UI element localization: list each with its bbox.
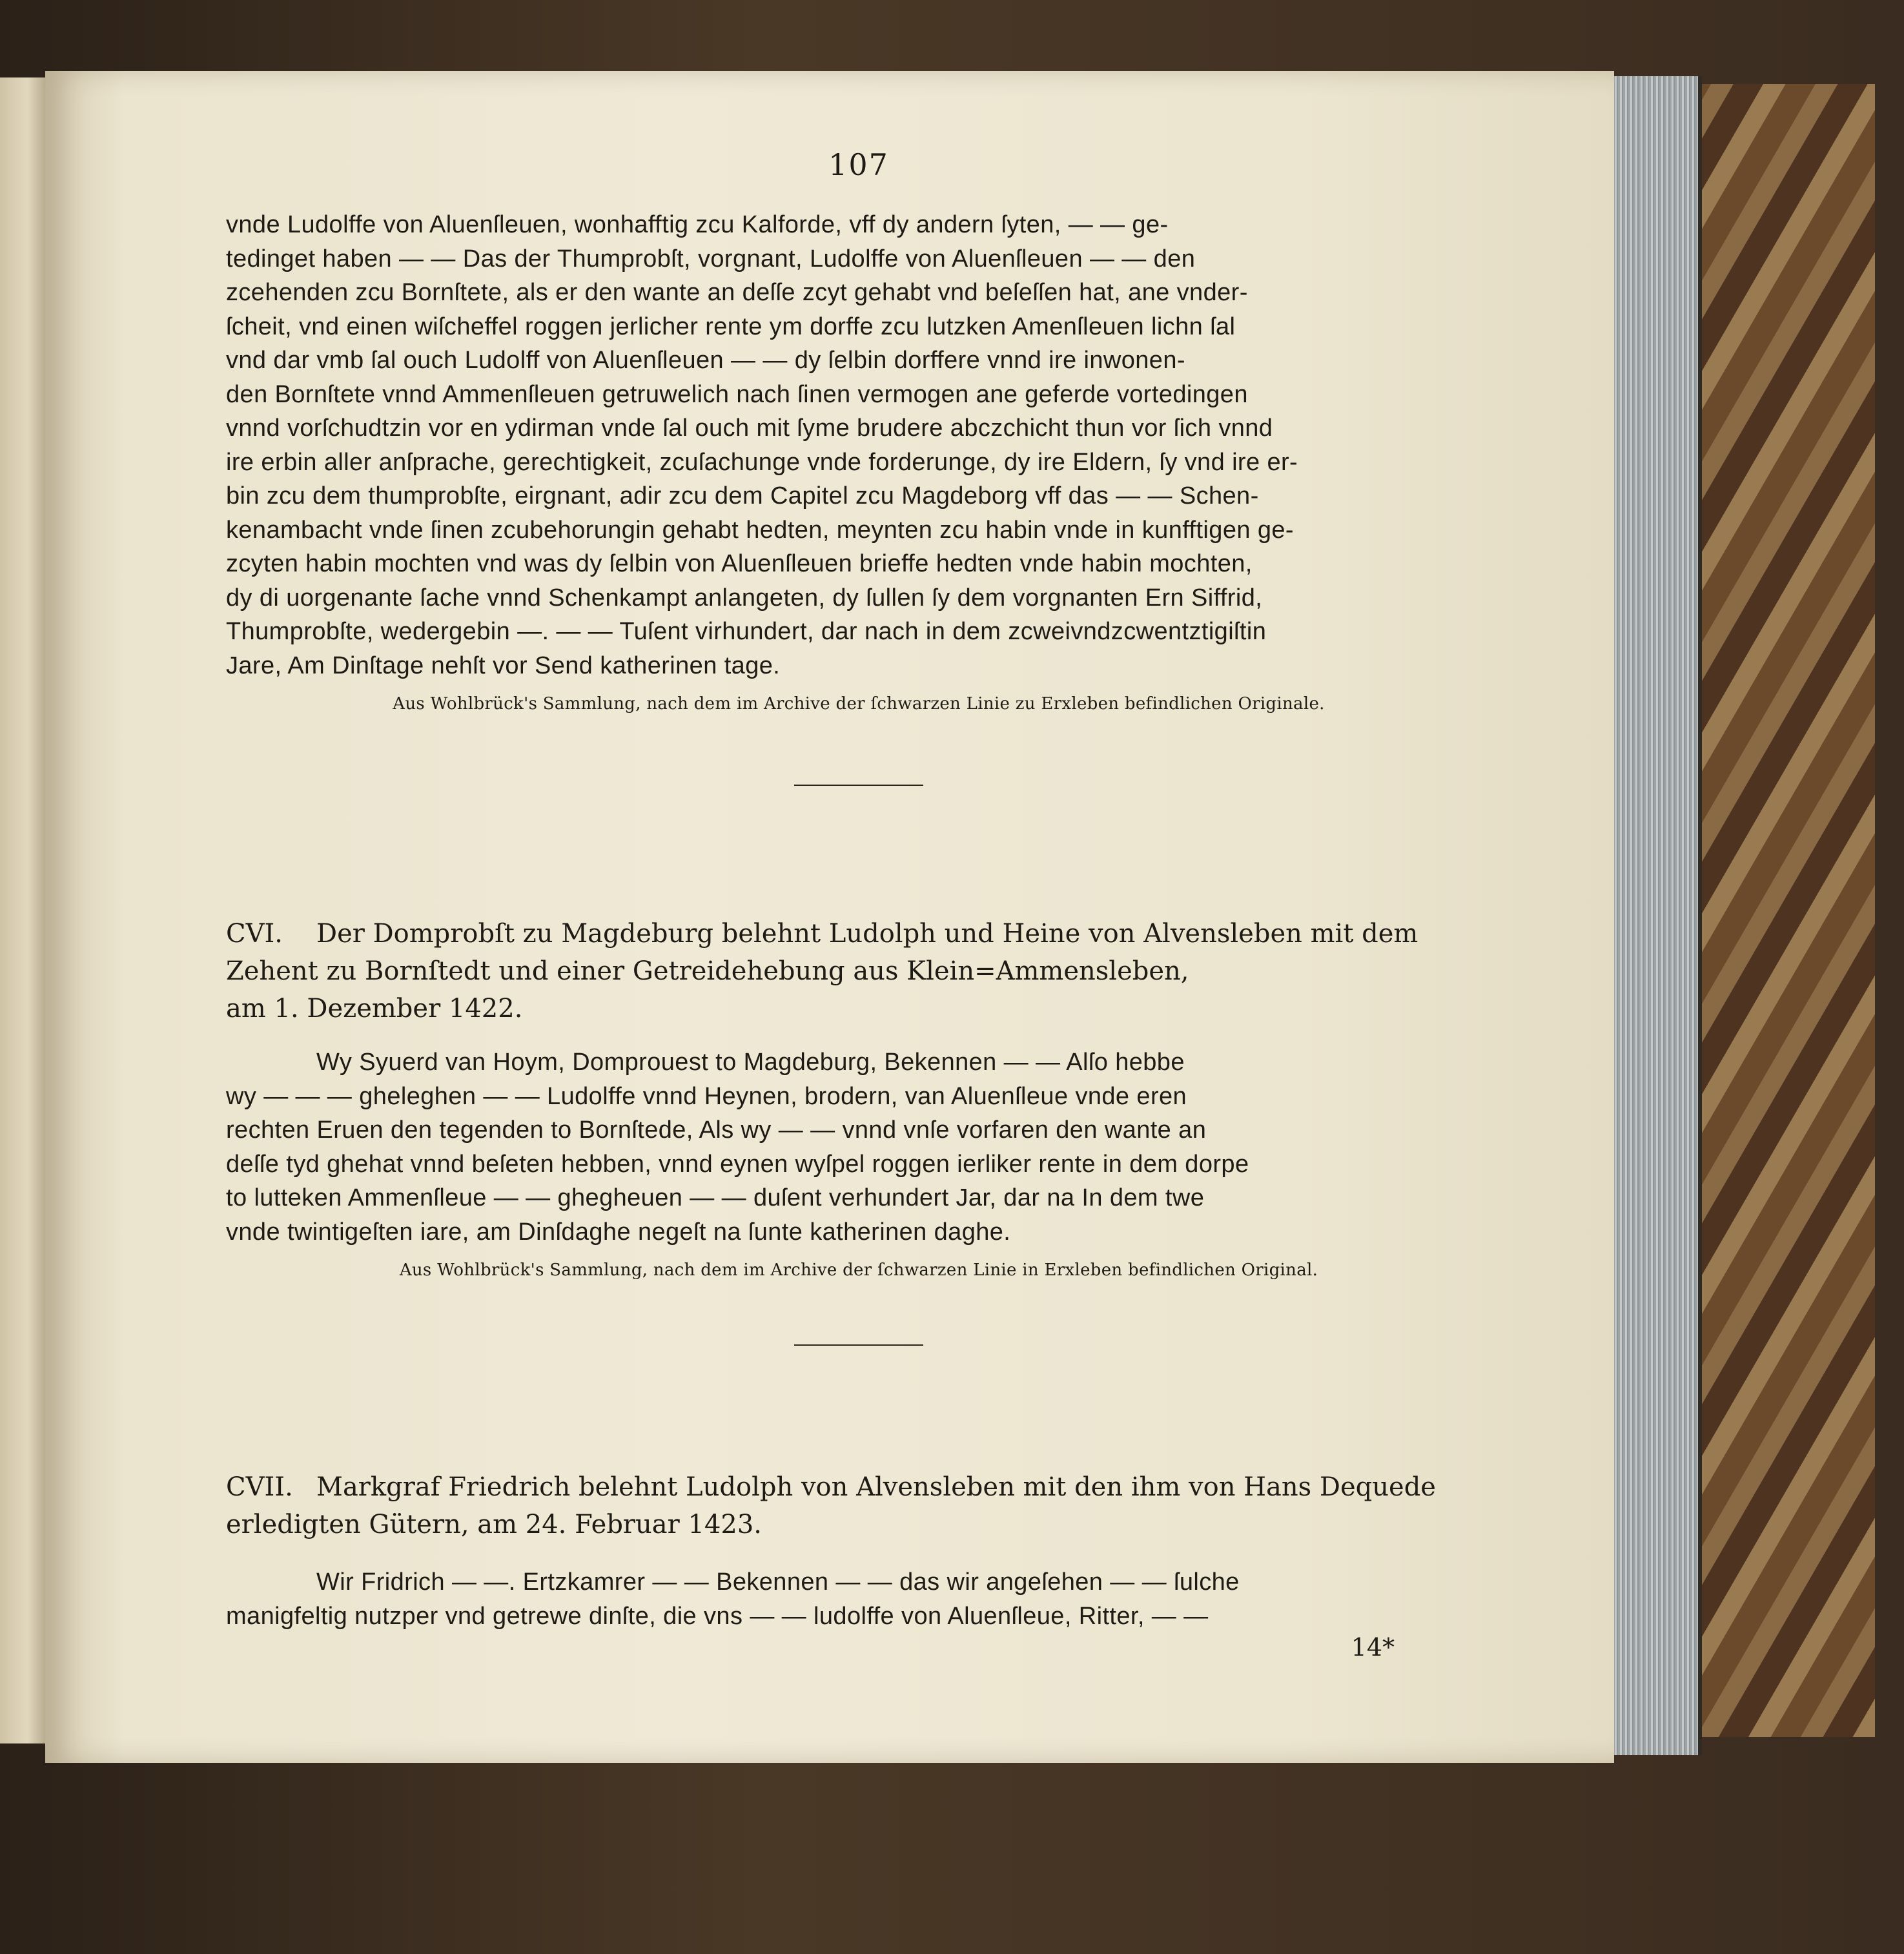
heading-line-1: Markgraf Friedrich belehnt Ludolph von Alvensleben mit den ihm von Hans Dequede <box>316 1472 1436 1502</box>
source-note: Aus Wohlbrück's Sammlung, nach dem im Archive der ſchwarzen Linie zu Erxleben befindlichen Originale. <box>393 694 1325 714</box>
page-block-edges <box>1608 76 1702 1755</box>
text-line: kenambacht vnde ſinen zcubehorungin gehabt hedten, meynten zcu habin vnde in kunfftigen ge- <box>226 516 1294 544</box>
text-line: Wy Syuerd van Hoym, Domprouest to Magdeburg, Bekennen — — Alſo hebbe <box>316 1049 1185 1076</box>
text-line: ire erbin aller anſprache, gerechtigkeit, zcuſachunge vnde forderunge, dy ire Eldern, ſy vnd ire er- <box>226 448 1298 476</box>
document-cv-continuation <box>226 208 1491 714</box>
text-line: dy di uorgenante ſache vnnd Schenkampt anlangeten, dy ſullen ſy dem vorgnanten Ern Siffrid, <box>226 584 1263 612</box>
page-number: 107 <box>828 147 889 182</box>
text-line: to lutteken Ammenſleue — — ghegheuen — — duſent verhundert Jar, dar na In dem twe <box>226 1184 1205 1211</box>
source-note: Aus Wohlbrück's Sammlung, nach dem im Archive der ſchwarzen Linie in Erxleben befindlichen Original. <box>399 1260 1318 1280</box>
heading-line-3: am 1. Dezember 1422. <box>226 994 523 1023</box>
document-cvi <box>226 915 1491 1280</box>
book-cover-marbled <box>1679 84 1875 1737</box>
text-line: tedinget haben — — Das der Thumprobſt, vorgnant, Ludolffe von Aluenſleuen — — den <box>226 245 1196 273</box>
text-line: vnd dar vmb ſal ouch Ludolff von Aluenſleuen — — dy ſelbin dorffere vnnd ire inwonen- <box>226 347 1185 374</box>
document-heading <box>226 915 1491 952</box>
text-line: vnde twintigeſten iare, am Dinſdaghe negeſt na ſunte katherinen daghe. <box>226 1218 1011 1246</box>
heading-line-2: Zehent zu Bornſtedt und einer Getreidehebung aus Klein=Ammensleben, <box>226 956 1189 986</box>
text-line: zcyten habin mochten vnd was dy ſelbin von Aluenſleuen brieffe hedten vnde habin mochten, <box>226 550 1253 577</box>
text-line: den Bornſtete vnnd Ammenſleuen getruwelich nach ſinen vermogen ane geferde vortedingen <box>226 380 1248 408</box>
heading-line-2: erledigten Gütern, am 24. Februar 1423. <box>226 1510 762 1539</box>
text-line: Jare, Am Dinſtage nehſt vor Send katherinen tage. <box>226 652 781 679</box>
text-line: manigfeltig nutzper vnd getrewe dinſte, die vns — — ludolffe von Aluenſleue, Ritter, — — <box>226 1602 1209 1630</box>
document-heading <box>226 1468 1491 1506</box>
text-line: zcehenden zcu Bornſtete, als er den wante an deſſe zcyt gehabt vnd beſeſſen hat, ane vnder- <box>226 279 1248 306</box>
facing-page-edge <box>0 77 47 1743</box>
text-line: vnde Ludolffe von Aluenſleuen, wonhafftig zcu Kalforde, vff dy andern ſyten, — — ge- <box>226 211 1169 238</box>
text-line: vnnd vorſchudtzin vor en ydirman vnde ſal ouch mit ſyme brudere abczchicht thun vor ſich vnnd <box>226 415 1273 442</box>
text-line: deſſe tyd ghehat vnnd beſeten hebben, vnnd eynen wyſpel roggen ierliker rente in dem dorpe <box>226 1150 1249 1178</box>
text-line: bin zcu dem thumprobſte, eirgnant, adir zcu dem Capitel zcu Magdeborg vff das — — Schen- <box>226 482 1259 509</box>
text-line: Wir Fridrich — —. Ertzkamrer — — Bekennen — — das wir angeſehen — — ſulche <box>316 1568 1240 1596</box>
text-line: ſcheit, vnd einen wiſcheffel roggen jerlicher rente ym dorffe zcu lutzken Amenſleuen lichn ſal <box>226 313 1236 340</box>
page-content <box>226 147 1491 1661</box>
text-line: rechten Eruen den tegenden to Bornſtede, Als wy — — vnnd vnſe vorfaren den wante an <box>226 1116 1207 1144</box>
text-line: Thumprobſte, wedergebin —. — — Tuſent virhundert, dar nach in dem zcweivndzcwentztigiſtin <box>226 618 1267 645</box>
heading-line-1: Der Domprobſt zu Magdeburg belehnt Ludolph und Heine von Alvensleben mit dem <box>316 919 1418 949</box>
document-number: CVII. <box>226 1472 293 1502</box>
document-number: CVI. <box>226 919 283 949</box>
signature-mark: 14* <box>1351 1633 1395 1661</box>
document-cvii <box>226 1468 1491 1661</box>
book-page <box>45 71 1614 1763</box>
text-line: wy — — — gheleghen — — Ludolffe vnnd Heynen, brodern, van Aluenſleue vnde eren <box>226 1082 1187 1110</box>
